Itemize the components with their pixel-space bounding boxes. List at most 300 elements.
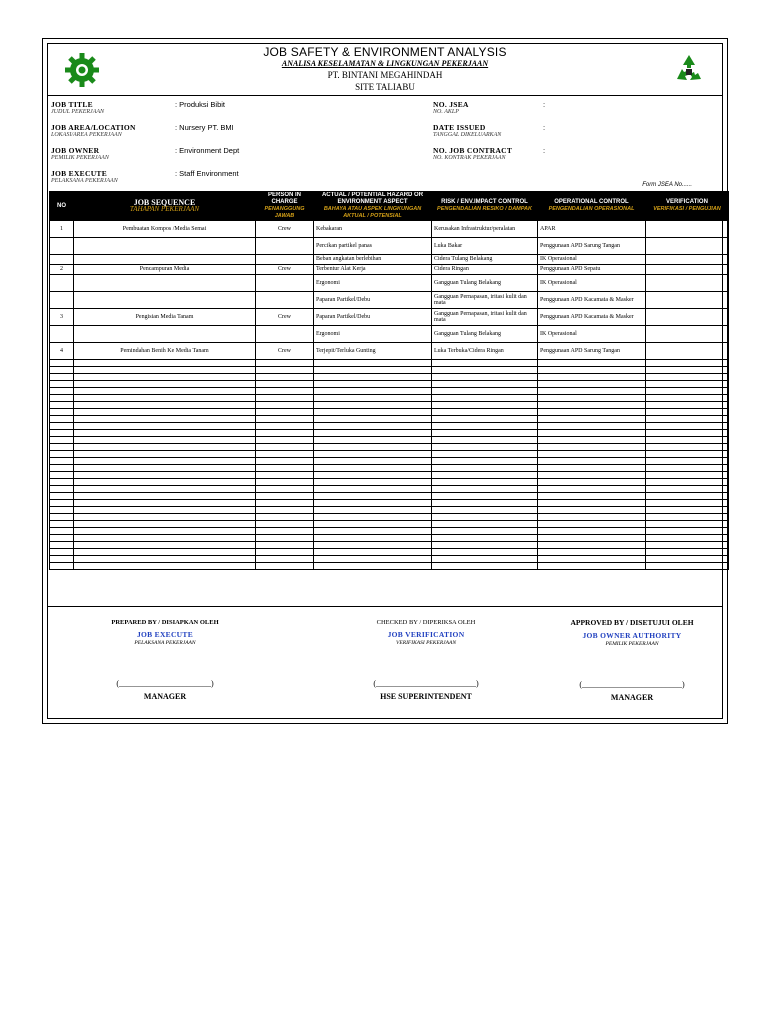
row-no-cell [50, 556, 74, 563]
table-row [50, 238, 729, 255]
operational-control-cell [538, 423, 646, 430]
verification-cell [646, 395, 729, 402]
date-issued-value: : [543, 123, 546, 132]
risk-control-cell: Cidera Tulang Belakang [432, 255, 538, 265]
hazard-cell [314, 549, 432, 556]
no-job-contract-sub: NO. KONTRAK PEKERJAAN [433, 155, 506, 161]
hazard-cell [314, 451, 432, 458]
table-row-blank [50, 388, 729, 395]
jsea-form [42, 38, 728, 724]
company-name: PT. BINTANI MEGAHINDAH [327, 70, 443, 80]
no-job-contract-label: NO. JOB CONTRACT [433, 146, 513, 155]
table-row-blank [50, 430, 729, 437]
row-no-cell [50, 500, 74, 507]
table-row-blank [50, 444, 729, 451]
verification-cell [646, 507, 729, 514]
operational-control-cell [538, 493, 646, 500]
job-sequence-cell [74, 238, 256, 255]
verification-cell [646, 343, 729, 360]
hazard-cell: Paparan Partikel/Debu [314, 309, 432, 326]
job-sequence-cell [74, 542, 256, 549]
hazard-cell [314, 367, 432, 374]
job-sequence-cell [74, 500, 256, 507]
risk-control-cell [432, 521, 538, 528]
verification-cell [646, 309, 729, 326]
row-no-cell [50, 381, 74, 388]
person-in-charge-cell [256, 563, 314, 570]
risk-control-cell [432, 507, 538, 514]
person-in-charge-cell [256, 556, 314, 563]
person-in-charge-cell [256, 360, 314, 367]
table-row [50, 221, 729, 238]
row-no-cell [50, 292, 74, 309]
row-no-cell [50, 514, 74, 521]
operational-control-cell [538, 374, 646, 381]
operational-control-cell [538, 458, 646, 465]
row-no-cell [50, 388, 74, 395]
prepared-by-block [65, 619, 265, 701]
no-jsea-value: : [543, 100, 546, 109]
verification-cell [646, 521, 729, 528]
job-title-label: JOB TITLE [51, 100, 93, 109]
person-in-charge-cell [256, 409, 314, 416]
person-in-charge-cell [256, 416, 314, 423]
person-in-charge-cell [256, 381, 314, 388]
table-row-blank [50, 395, 729, 402]
jsea-table [49, 191, 729, 570]
hazard-cell [314, 556, 432, 563]
operational-control-cell [538, 514, 646, 521]
operational-control-cell [538, 486, 646, 493]
verification-cell [646, 542, 729, 549]
hazard-cell: Beban angkatan berlebihan [314, 255, 432, 265]
hazard-cell: Ergonomi [314, 326, 432, 343]
person-in-charge-cell: Crew [256, 343, 314, 360]
table-row-blank [50, 374, 729, 381]
risk-control-cell [432, 465, 538, 472]
hazard-cell [314, 500, 432, 507]
job-title-sub: JUDUL PEKERJAAN [51, 109, 105, 115]
risk-control-cell [432, 528, 538, 535]
signature-section [48, 606, 722, 718]
job-execute-label: JOB EXECUTE [51, 169, 108, 178]
person-in-charge-cell [256, 388, 314, 395]
verification-cell [646, 275, 729, 292]
job-owner-sub: PEMILIK PEKERJAAN [51, 155, 109, 161]
checked-by-role: JOB VERIFICATION [387, 630, 465, 639]
table-row-blank [50, 381, 729, 388]
row-no-cell [50, 542, 74, 549]
job-sequence-cell [74, 416, 256, 423]
risk-control-cell [432, 493, 538, 500]
risk-control-cell: Gangguan Tulang Belakang [432, 326, 538, 343]
hazard-cell [314, 493, 432, 500]
checked-by-title: HSE SUPERINTENDENT [380, 692, 472, 701]
job-sequence-cell [74, 275, 256, 292]
job-sequence-cell [74, 292, 256, 309]
table-row-blank [50, 549, 729, 556]
form-frame [47, 43, 723, 719]
prepared-by-heading: PREPARED BY / DISIAPKAN OLEH [111, 619, 219, 626]
row-no-cell [50, 238, 74, 255]
job-sequence-cell [74, 374, 256, 381]
risk-control-cell: Gangguan Pernapasan, iritasi kulit dan mata [432, 309, 538, 326]
row-no-cell [50, 367, 74, 374]
operational-control-cell: Penggunaan APD Sarung Tangan [538, 238, 646, 255]
operational-control-cell [538, 479, 646, 486]
table-row-blank [50, 458, 729, 465]
job-sequence-cell [74, 486, 256, 493]
hazard-cell [314, 535, 432, 542]
person-in-charge-cell [256, 423, 314, 430]
verification-cell [646, 563, 729, 570]
row-no-cell [50, 402, 74, 409]
verification-cell [646, 535, 729, 542]
operational-control-cell: IK Operasional [538, 275, 646, 292]
checked-by-signature-line: (_________________________) [373, 679, 479, 688]
form-title: JOB SAFETY & ENVIRONMENT ANALYSIS [263, 45, 507, 59]
risk-control-cell [432, 563, 538, 570]
verification-cell [646, 451, 729, 458]
operational-control-cell [538, 444, 646, 451]
hazard-cell [314, 563, 432, 570]
checked-by-heading: CHECKED BY / DIPERIKSA OLEH [376, 619, 476, 626]
hazard-cell [314, 381, 432, 388]
hazard-cell [314, 437, 432, 444]
hazard-cell: Kebakaran [314, 221, 432, 238]
operational-control-cell [538, 416, 646, 423]
operational-control-cell [538, 430, 646, 437]
verification-cell [646, 479, 729, 486]
table-row-blank [50, 486, 729, 493]
operational-control-cell [538, 409, 646, 416]
job-sequence-cell [74, 493, 256, 500]
hazard-cell [314, 374, 432, 381]
person-in-charge-cell [256, 275, 314, 292]
person-in-charge-cell [256, 472, 314, 479]
prepared-by-role-sub: PELAKSANA PEKERJAAN [134, 640, 196, 646]
table-row-blank [50, 507, 729, 514]
risk-control-cell [432, 542, 538, 549]
person-in-charge-cell [256, 367, 314, 374]
job-sequence-cell [74, 402, 256, 409]
hazard-cell [314, 486, 432, 493]
table-row-blank [50, 500, 729, 507]
operational-control-cell [538, 465, 646, 472]
risk-control-cell [432, 549, 538, 556]
form-number: Form JSEA No...... [642, 182, 692, 188]
table-row-blank [50, 360, 729, 367]
operational-control-cell: APAR [538, 221, 646, 238]
hazard-cell: Terjepit/Terluka Gunting [314, 343, 432, 360]
hazard-cell [314, 479, 432, 486]
job-sequence-cell [74, 535, 256, 542]
risk-control-cell: Gangguan Tulang Belakang [432, 275, 538, 292]
approved-by-title: MANAGER [610, 693, 654, 702]
operational-control-cell: Penggunaan APD Sepatu [538, 265, 646, 275]
person-in-charge-cell [256, 542, 314, 549]
verification-cell [646, 238, 729, 255]
approved-by-role: JOB OWNER AUTHORITY [582, 631, 682, 640]
job-sequence-cell [74, 388, 256, 395]
hazard-cell [314, 521, 432, 528]
verification-cell [646, 500, 729, 507]
risk-control-cell [432, 395, 538, 402]
hazard-cell [314, 430, 432, 437]
verification-cell [646, 458, 729, 465]
hazard-cell [314, 423, 432, 430]
table-row-blank [50, 528, 729, 535]
job-sequence-cell [74, 556, 256, 563]
row-no-cell [50, 528, 74, 535]
row-no-cell [50, 521, 74, 528]
operational-control-cell [538, 472, 646, 479]
job-title-value: : Produksi Bibit [175, 100, 226, 109]
person-in-charge-cell [256, 444, 314, 451]
row-no-cell [50, 458, 74, 465]
table-row [50, 326, 729, 343]
operational-control-cell [538, 451, 646, 458]
prepared-by-signature-line: (_______________________) [116, 679, 214, 688]
verification-cell [646, 437, 729, 444]
operational-control-cell: IK Operasional [538, 326, 646, 343]
hazard-cell: Ergonomi [314, 275, 432, 292]
operational-control-cell: Penggunaan APD Kacamata & Masker [538, 292, 646, 309]
risk-control-cell [432, 423, 538, 430]
risk-control-cell [432, 360, 538, 367]
operational-control-cell [538, 500, 646, 507]
person-in-charge-cell [256, 465, 314, 472]
verification-cell [646, 292, 729, 309]
row-no-cell: 4 [50, 343, 74, 360]
verification-cell [646, 374, 729, 381]
person-in-charge-cell [256, 528, 314, 535]
job-area-value: : Nursery PT. BMI [175, 123, 234, 132]
job-sequence-cell [74, 479, 256, 486]
risk-control-cell [432, 472, 538, 479]
operational-control-cell: Penggunaan APD Sarung Tangan [538, 343, 646, 360]
row-no-cell [50, 255, 74, 265]
recycle-logo-icon [672, 52, 706, 86]
operational-control-cell [538, 528, 646, 535]
approved-by-role-sub: PEMILIK PEKERJAAN [605, 641, 659, 647]
hazard-cell: Percikan partikel panas [314, 238, 432, 255]
table-row-blank [50, 409, 729, 416]
operational-control-cell [538, 395, 646, 402]
row-no-cell: 3 [50, 309, 74, 326]
person-in-charge-cell [256, 374, 314, 381]
job-sequence-cell [74, 521, 256, 528]
operational-control-cell: IK Operasional [538, 255, 646, 265]
risk-control-cell [432, 430, 538, 437]
verification-cell [646, 549, 729, 556]
risk-control-cell [432, 444, 538, 451]
row-no-cell [50, 451, 74, 458]
row-no-cell [50, 275, 74, 292]
person-in-charge-cell: Crew [256, 309, 314, 326]
verification-cell [646, 381, 729, 388]
approved-by-heading: APPROVED BY / DISETUJUI OLEH [570, 618, 694, 627]
table-row-blank [50, 521, 729, 528]
person-in-charge-cell [256, 292, 314, 309]
hazard-cell [314, 514, 432, 521]
no-job-contract-value: : [543, 146, 546, 155]
row-no-cell [50, 437, 74, 444]
row-no-cell [50, 465, 74, 472]
hazard-cell [314, 388, 432, 395]
approved-by-signature-line: (_________________________) [579, 680, 685, 689]
job-sequence-cell: Pengisian Media Tanam [74, 309, 256, 326]
person-in-charge-cell [256, 486, 314, 493]
job-sequence-cell [74, 458, 256, 465]
verification-cell [646, 528, 729, 535]
verification-cell [646, 423, 729, 430]
row-no-cell [50, 535, 74, 542]
row-no-cell [50, 549, 74, 556]
hazard-cell [314, 402, 432, 409]
col-person-in-charge: PERSON IN CHARGE PENANGGUNG JAWAB [256, 192, 314, 221]
risk-control-cell: Kerusakan Infrastruktur/peralatan [432, 221, 538, 238]
operational-control-cell [538, 549, 646, 556]
table-row [50, 309, 729, 326]
operational-control-cell [538, 367, 646, 374]
form-subtitle: ANALISA KESELAMATAN & LINGKUNGAN PEKERJAAN [281, 59, 489, 68]
hazard-cell [314, 472, 432, 479]
row-no-cell [50, 479, 74, 486]
risk-control-cell: Cidera Ringan [432, 265, 538, 275]
job-area-label: JOB AREA/LOCATION [51, 123, 136, 132]
operational-control-cell [538, 535, 646, 542]
row-no-cell [50, 486, 74, 493]
table-row [50, 255, 729, 265]
hazard-cell [314, 528, 432, 535]
operational-control-cell [538, 381, 646, 388]
job-sequence-cell [74, 326, 256, 343]
table-row-blank [50, 493, 729, 500]
prepared-by-title: MANAGER [143, 692, 187, 701]
person-in-charge-cell [256, 430, 314, 437]
job-sequence-cell [74, 528, 256, 535]
row-no-cell [50, 360, 74, 367]
operational-control-cell [538, 360, 646, 367]
date-issued-sub: TANGGAL DIKELUARKAN [433, 132, 502, 138]
person-in-charge-cell [256, 521, 314, 528]
operational-control-cell: Penggunaan APD Kacamata & Masker [538, 309, 646, 326]
table-row-blank [50, 465, 729, 472]
verification-cell [646, 444, 729, 451]
person-in-charge-cell: Crew [256, 221, 314, 238]
table-row-blank [50, 367, 729, 374]
verification-cell [646, 265, 729, 275]
row-no-cell: 1 [50, 221, 74, 238]
job-sequence-cell [74, 444, 256, 451]
verification-cell [646, 416, 729, 423]
job-sequence-cell [74, 381, 256, 388]
table-row-blank [50, 542, 729, 549]
person-in-charge-cell [256, 507, 314, 514]
verification-cell [646, 556, 729, 563]
job-execute-value: : Staff Environment [175, 169, 239, 178]
person-in-charge-cell [256, 402, 314, 409]
job-sequence-cell [74, 451, 256, 458]
hazard-cell [314, 409, 432, 416]
hazard-cell [314, 458, 432, 465]
row-no-cell [50, 374, 74, 381]
person-in-charge-cell [256, 255, 314, 265]
row-no-cell [50, 563, 74, 570]
job-sequence-cell [74, 465, 256, 472]
verification-cell [646, 514, 729, 521]
row-no-cell [50, 493, 74, 500]
row-no-cell [50, 395, 74, 402]
table-row-blank [50, 514, 729, 521]
job-sequence-cell [74, 423, 256, 430]
risk-control-cell [432, 388, 538, 395]
hazard-cell: Paparan Partikel/Debu [314, 292, 432, 309]
verification-cell [646, 360, 729, 367]
approved-by-block [532, 618, 732, 702]
col-no: NO [50, 192, 74, 221]
person-in-charge-cell [256, 479, 314, 486]
risk-control-cell [432, 437, 538, 444]
job-sequence-cell [74, 367, 256, 374]
checked-by-block [326, 619, 526, 701]
operational-control-cell [538, 437, 646, 444]
risk-control-cell [432, 486, 538, 493]
person-in-charge-cell [256, 549, 314, 556]
col-job-sequence: JOB SEQUENCE TAHAPAN PEKERJAAN [74, 192, 256, 221]
verification-cell [646, 493, 729, 500]
no-jsea-sub: NO. AKLP [433, 109, 459, 115]
risk-control-cell [432, 367, 538, 374]
operational-control-cell [538, 402, 646, 409]
hazard-cell [314, 444, 432, 451]
person-in-charge-cell [256, 514, 314, 521]
hazard-cell [314, 507, 432, 514]
table-row-blank [50, 472, 729, 479]
hazard-cell [314, 416, 432, 423]
date-issued-label: DATE ISSUED [433, 123, 486, 132]
verification-cell [646, 388, 729, 395]
risk-control-cell [432, 479, 538, 486]
person-in-charge-cell [256, 500, 314, 507]
job-info [48, 96, 722, 191]
verification-cell [646, 430, 729, 437]
table-row [50, 292, 729, 309]
row-no-cell [50, 444, 74, 451]
risk-control-cell: Luka Bakar [432, 238, 538, 255]
job-sequence-cell [74, 360, 256, 367]
table-row-blank [50, 556, 729, 563]
risk-control-cell [432, 514, 538, 521]
operational-control-cell [538, 556, 646, 563]
job-sequence-cell [74, 514, 256, 521]
job-sequence-cell: Pembuatan Kompos /Media Semai [74, 221, 256, 238]
risk-control-cell [432, 556, 538, 563]
verification-cell [646, 409, 729, 416]
job-sequence-cell [74, 430, 256, 437]
hazard-cell [314, 465, 432, 472]
col-operational-control: OPERATIONAL CONTROL PENGENDALIAN OPERASIONAL [538, 192, 646, 221]
row-no-cell [50, 423, 74, 430]
table-row-blank [50, 402, 729, 409]
table-row [50, 343, 729, 360]
table-row [50, 275, 729, 292]
job-owner-value: : Environment Dept [175, 146, 240, 155]
hazard-cell [314, 395, 432, 402]
job-sequence-cell: Pemindahan Benih Ke Media Tanam [74, 343, 256, 360]
verification-cell [646, 486, 729, 493]
